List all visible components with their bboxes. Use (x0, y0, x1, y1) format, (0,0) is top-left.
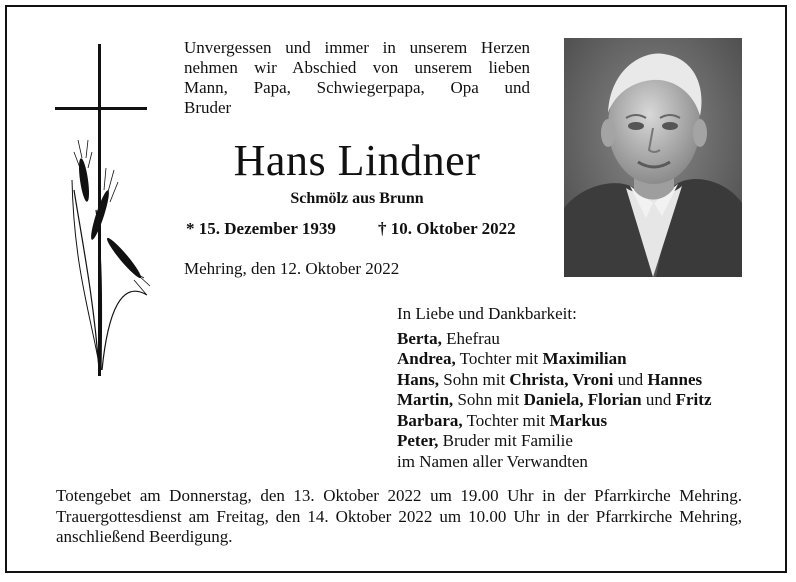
deceased-name: Hans Lindner (233, 136, 481, 185)
family-name: Maximilian (542, 349, 627, 368)
family-name: Berta, (397, 328, 442, 348)
family-relation: Tochter mit (455, 349, 543, 368)
cross-with-wheat-icon (52, 40, 152, 380)
birth-date: * 15. Dezember 1939 (186, 219, 336, 238)
family-member-row (397, 411, 711, 432)
family-name: Peter, (397, 431, 439, 450)
portrait-photo (564, 38, 742, 277)
family-name: Barbara, (397, 410, 463, 430)
deceased-origin: Schmölz aus Brunn (290, 190, 424, 207)
family-relation: Bruder mit Familie (438, 431, 573, 450)
family-name: Andrea, (397, 349, 456, 368)
family-member-row (397, 390, 711, 411)
family-name: Christa, Vroni (509, 369, 614, 389)
intro-line: nehmen wir Abschied von unserem lieben (184, 58, 530, 77)
family-member-row (397, 370, 711, 391)
death-date: † 10. Oktober 2022 (378, 219, 516, 238)
family-relation: Sohn mit (439, 369, 510, 389)
family-relation: Sohn mit (453, 390, 524, 409)
family-relation: Tochter mit (462, 410, 550, 430)
family-member-row (397, 349, 711, 370)
service-details: Totengebet am Donnerstag, den 13. Oktober 2022 um 19.00 Uhr in der Pfarrkirche Mehring. Trauergottesdienst am Freitag, den 14. Oktober 2022 um 10.00 Uhr in der Pfarrkirche Mehring, anschließend Beerdigung. (56, 486, 742, 546)
intro-line: Mann, Papa, Schwiegerpapa, Opa und (184, 78, 530, 97)
family-name: Martin, (397, 390, 454, 409)
family-relation: und (613, 369, 648, 389)
intro-text (184, 38, 530, 118)
family-name: Hans, (397, 369, 440, 389)
family-relation: Ehefrau (441, 328, 500, 348)
family-name: Daniela, Florian (523, 390, 642, 409)
intro-line: Bruder (184, 98, 232, 117)
place-and-date: Mehring, den 12. Oktober 2022 (184, 259, 400, 278)
family-relation: und (641, 390, 676, 409)
family-list (397, 304, 711, 472)
family-name: Fritz (675, 390, 712, 409)
family-name: Hannes (647, 369, 703, 389)
intro-line: Unvergessen und immer in unserem Herzen (184, 38, 530, 57)
family-heading: In Liebe und Dankbarkeit: (397, 304, 577, 323)
family-member-row (397, 431, 711, 452)
family-member-row (397, 329, 711, 350)
family-relation: im Namen aller Verwandten (397, 451, 588, 471)
family-name: Markus (549, 410, 608, 430)
family-member-row (397, 452, 711, 473)
